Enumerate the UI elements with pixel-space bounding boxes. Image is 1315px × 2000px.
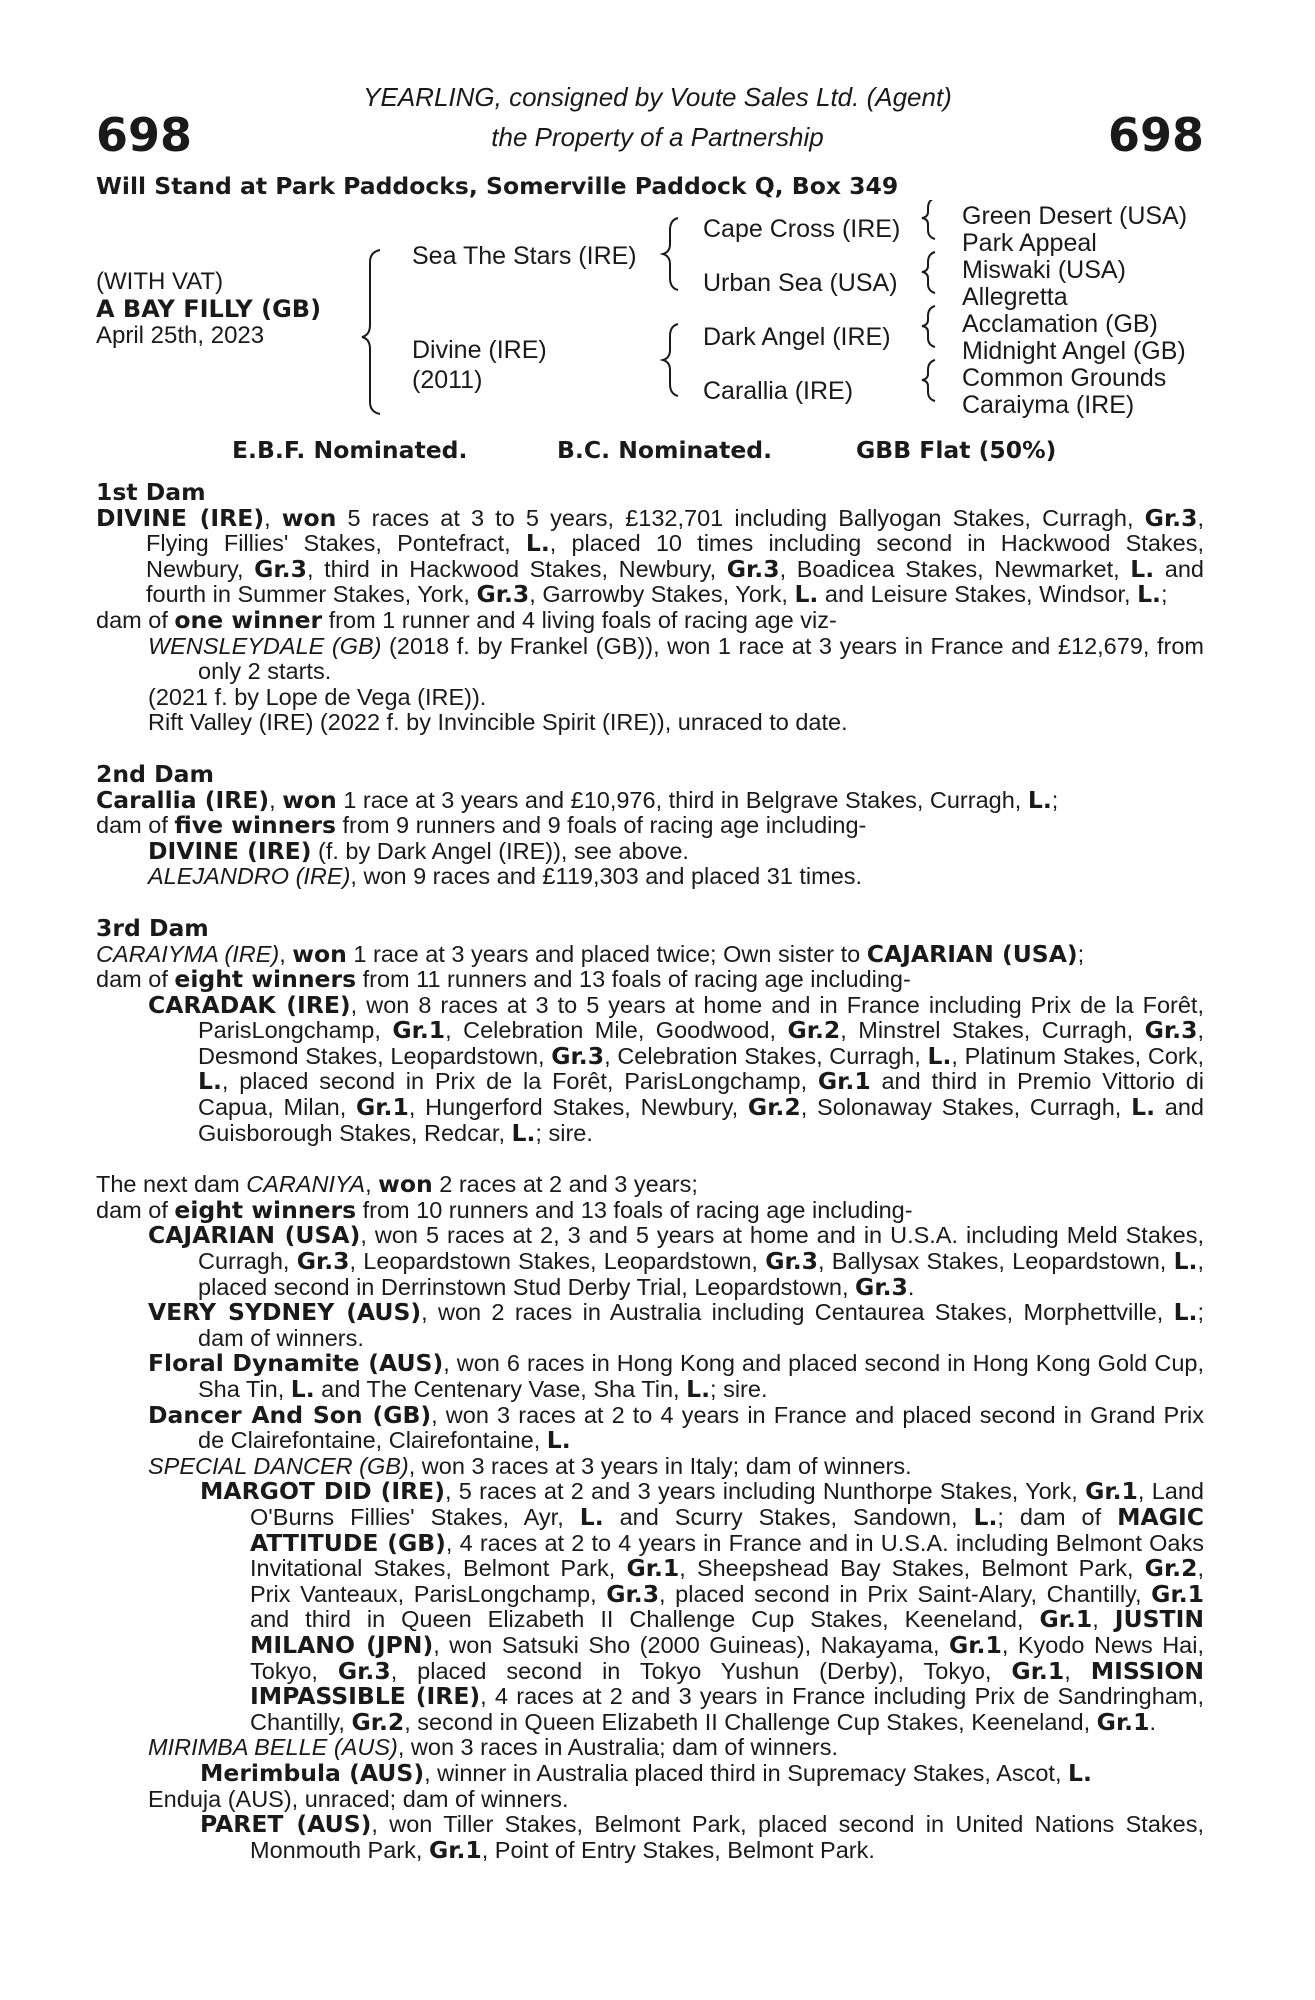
stabling-info: Will Stand at Park Paddocks, Somerville Paddock Q, Box 349 [96, 172, 899, 200]
produce-alejandro: ALEJANDRO (IRE), won 9 races and £119,303 and placed 31 times. [148, 863, 863, 890]
produce-paret: PARET (AUS), won Tiller Stakes, Belmont Park, placed second in United Nations Stakes, Monmouth Park, Gr.1, Point of Entry Stakes, Belmont Park. [200, 1810, 1204, 1864]
produce-enduja: Enduja (AUS), unraced; dam of winners. [148, 1785, 569, 1812]
consignment-line-2: the Property of a Partnership [491, 122, 824, 152]
produce-margot-did: MARGOT DID (IRE), 5 races at 2 and 3 years including Nunthorpe Stakes, York, Gr.1, Land O'Burns Fillies' Stakes, Ayr, L. and Scurry Stakes, Sandown, L.; dam of MAGIC ATTITUDE (GB), 4 races at 2 to 4 years in France and in U.S.A. including Belmont Oaks Invitational Stakes, Belmont Park, Gr.1, Sheepshead Bay Stakes, Belmont Park, Gr.2, Prix Vanteaux, ParisLongchamp, Gr.3, placed second in Prix Saint-Alary, Chantilly, Gr.1 and third in Queen Elizabeth II Challenge Cup Stakes, Keeneland, Gr.1, JUSTIN MILANO (JPN), won Satsuki Sho (2000 Guineas), Nakayama, Gr.1, Kyodo News Hai, Tokyo, Gr.3, placed second in Tokyo Yushun (Derby), Tokyo, Gr.1, MISSION IMPASSIBLE (IRE), 4 races at 2 and 3 years in France including Prix de Sandringham, Chantilly, Gr.2, second in Queen Elizabeth II Challenge Cup Stakes, Keeneland, Gr.1. [200, 1477, 1205, 1736]
pedigree-sire: Sea The Stars (IRE) [412, 242, 637, 270]
produce-caradak: CARADAK (IRE), won 8 races at 3 to 5 years at home and in France including Prix de la Forêt, ParisLongchamp, Gr.1, Celebration Mile, Goodwood, Gr.2, Minstrel Stakes, Curragh, Gr.3, Desmond Stakes, Leopardstown, Gr.3, Celebration Stakes, Curragh, L., Platinum Stakes, Cork, L., placed second in Prix de la Forêt, ParisLongchamp, Gr.1 and third in Premio Vittorio di Capua, Milan, Gr.1, Hungerford Stakes, Newbury, Gr.2, Solonaway Stakes, Curragh, L. and Guisborough Stakes, Redcar, L.; sire. [148, 990, 1204, 1147]
fourth-dam-produce-summary: dam of eight winners from 10 runners and 13 foals of racing age including- [96, 1195, 913, 1224]
produce-cajarian: CAJARIAN (USA), won 5 races at 2, 3 and 5 years at home and in U.S.A. including Meld Stakes, Curragh, Gr.3, Leopardstown Stakes, Leopardstown, Gr.3, Ballysax Stakes, Leopardstown, L., placed second in Derrinstown Stud Derby Trial, Leopardstown, Gr.3. [148, 1221, 1204, 1301]
second-dam-record: Carallia (IRE), won 1 race at 3 years and £10,976, third in Belgrave Stakes, Curragh, L.; [96, 785, 1059, 814]
second-dam-heading: 2nd Dam [96, 759, 214, 788]
pedigree-dss: Acclamation (GB) [962, 310, 1158, 338]
produce-special-dancer: SPECIAL DANCER (GB), won 3 races at 3 years in Italy; dam of winners. [148, 1452, 912, 1479]
pedigree-dam-year: (2011) [412, 366, 483, 394]
produce-rift-valley: Rift Valley (IRE) (2022 f. by Invincible Spirit (IRE)), unraced to date. [148, 709, 848, 736]
horse-name: A BAY FILLY (GB) [96, 295, 322, 323]
pedigree-dds: Common Grounds [962, 364, 1167, 392]
second-dam-produce-summary: dam of five winners from 9 runners and 9 foals of racing age including- [96, 811, 867, 840]
pedigree-sds: Miswaki (USA) [962, 256, 1126, 284]
ebf-nomination: E.B.F. Nominated. [232, 436, 468, 464]
pedigree-dam-dam: Carallia (IRE) [703, 377, 854, 405]
pedigree-sire-dam: Urban Sea (USA) [703, 269, 898, 297]
first-dam-produce-summary: dam of one winner from 1 runner and 4 living foals of racing age viz- [96, 605, 837, 634]
third-dam-record: CARAIYMA (IRE), won 1 race at 3 years and placed twice; Own sister to CAJARIAN (USA); [96, 939, 1085, 968]
catalogue-body [96, 480, 1204, 1863]
produce-merimbula: Merimbula (AUS), winner in Australia placed third in Supremacy Stakes, Ascot, L. [200, 1758, 1092, 1787]
produce-wensleydale: WENSLEYDALE (GB) (2018 f. by Frankel (GB)), won 1 race at 3 years in France and £12,679, from only 2 starts. [148, 632, 1204, 685]
vat-label: (WITH VAT) [96, 268, 224, 295]
lot-number-right: 698 [1107, 108, 1204, 162]
fourth-dam-record: The next dam CARANIYA, won 2 races at 2 and 3 years; [96, 1170, 698, 1199]
produce-very-sydney: VERY SYDNEY (AUS), won 2 races in Australia including Centaurea Stakes, Morphettville, L.; dam of winners. [148, 1298, 1204, 1351]
pedigree-dam: Divine (IRE) [412, 336, 547, 364]
produce-2021: (2021 f. by Lope de Vega (IRE)). [148, 683, 487, 710]
bc-nomination: B.C. Nominated. [557, 436, 773, 464]
pedigree-sss: Green Desert (USA) [962, 202, 1188, 230]
gbb-flat: GBB Flat (50%) [856, 436, 1057, 464]
third-dam-produce-summary: dam of eight winners from 11 runners and 13 foals of racing age including- [96, 965, 911, 994]
first-dam-heading: 1st Dam [96, 478, 206, 506]
pedigree-dam-sire: Dark Angel (IRE) [703, 323, 891, 351]
first-dam-record: DIVINE (IRE), won 5 races at 3 to 5 years, £132,701 including Ballyogan Stakes, Curragh, Gr.3, Flying Fillies' Stakes, Pontefract, L., placed 10 times including second in Hackwood Stakes, Newbury, Gr.3, third in Hackwood Stakes, Newbury, Gr.3, Boadicea Stakes, Newmarket, L. and fourth in Summer Stakes, York, Gr.3, Garrowby Stakes, York, L. and Leisure Stakes, Windsor, L.; [96, 503, 1204, 609]
produce-mirimba-belle: MIRIMBA BELLE (AUS), won 3 races in Australia; dam of winners. [148, 1734, 839, 1761]
produce-divine: DIVINE (IRE) (f. by Dark Angel (IRE)), see above. [148, 836, 689, 865]
pedigree-sire-sire: Cape Cross (IRE) [703, 215, 901, 243]
third-dam-heading: 3rd Dam [96, 913, 209, 942]
consignment-line-1: YEARLING, consigned by Voute Sales Ltd. (Agent) [363, 82, 952, 112]
pedigree-ddd: Caraiyma (IRE) [962, 391, 1135, 419]
lot-number-left: 698 [96, 108, 193, 162]
foaling-date: April 25th, 2023 [96, 322, 265, 349]
produce-dancer-and-son: Dancer And Son (GB), won 3 races at 2 to 4 years in France and placed second in Grand Prix de Clairefontaine, Clairefontaine, L. [148, 1400, 1204, 1455]
pedigree-ssd: Park Appeal [962, 229, 1097, 257]
pedigree-dsd: Midnight Angel (GB) [962, 337, 1186, 365]
pedigree-sdd: Allegretta [962, 283, 1068, 311]
produce-floral-dynamite: Floral Dynamite (AUS), won 6 races in Hong Kong and placed second in Hong Kong Gold Cup, Sha Tin, L. and The Centenary Vase, Sha Tin, L.; sire. [148, 1349, 1204, 1403]
